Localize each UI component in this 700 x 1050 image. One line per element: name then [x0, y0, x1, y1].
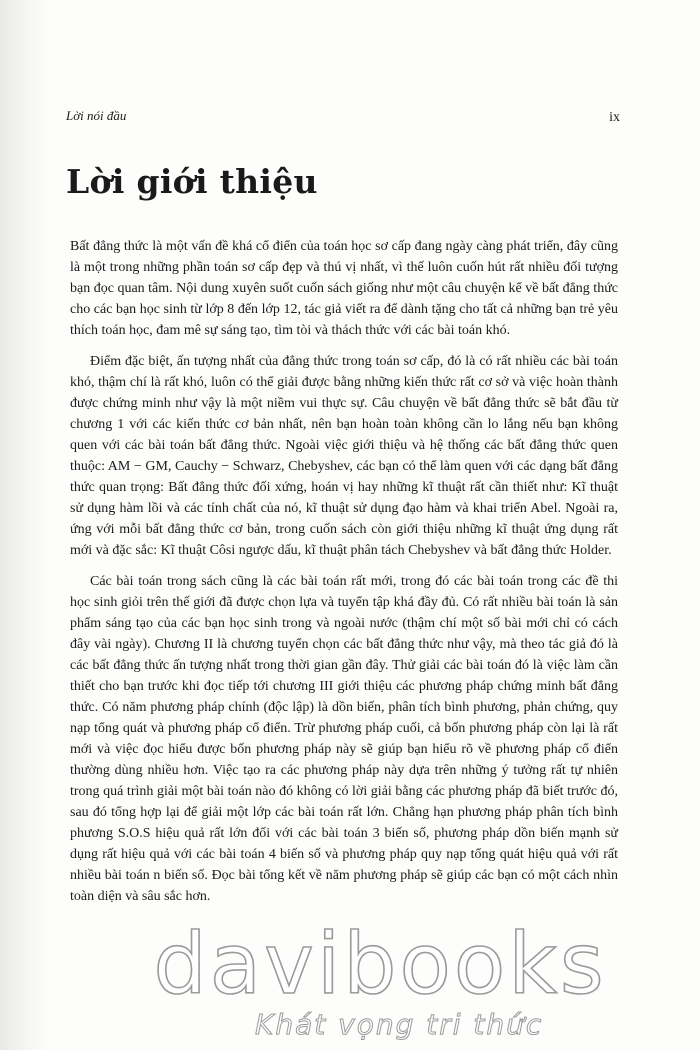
running-head: Lời nói đầu: [66, 108, 127, 123]
watermark-slogan: Khát vọng tri thức: [255, 1008, 544, 1041]
watermark-brand: davibooks: [153, 915, 607, 1013]
watermark: [0, 915, 700, 1041]
paragraph-3: Các bài toán trong sách cũng là các bài toán rất mới, trong đó các bài toán trong các đề thi học sinh giỏi trên thế giới đã được chọn lựa và tuyển tập khá đầy đủ. Có rất nhiều bài toán là sản phẩm sáng tạo của các bạn học sinh trong và ngoài nước (thậm chí một số bài mới chỉ có cách đây vài ngày). Chương II là chương tuyển chọn các bất đẳng thức như vậy, mà theo tác giả đó là các bất đẳng thức ấn tượng nhất trong thời gian gần đây. Thử giải các bài toán đó là việc làm cần thiết cho bạn trước khi đọc tiếp tới chương III giới thiệu các phương pháp chứng minh bất đẳng thức. Có năm phương pháp chính (độc lập) là dồn biến, phân tích bình phương, phản chứng, quy nạp tổng quát và phương pháp cổ điển. Trừ phương pháp cuối, cả bốn phương pháp còn lại là rất mới và việc đọc hiểu được bốn phương pháp này sẽ giúp bạn hiểu rõ về phương pháp cổ điển thường dùng nhiều hơn. Việc tạo ra các phương pháp này dựa trên những ý tưởng rất tự nhiên trong quá trình giải một bài toán nào đó không có lời giải bằng các phương pháp đã biết trước đó, sau đó tổng hợp lại để giải một lớp các bài toán rất lớn. Chẳng hạn phương pháp phân tích bình phương S.O.S hiệu quả rất lớn đối với các bài toán 3 biến số, phương pháp dồn biến mạnh sử dụng rất hiệu quả với các bài toán 4 biến số và phương pháp quy nạp tổng quát hiệu quả với rất nhiều bài toán n biến số. Đọc bài tổng kết về năm phương pháp sẽ giúp các bạn có một cách nhìn toàn diện và sâu sắc hơn.: [70, 574, 618, 904]
page-number: ix: [609, 110, 620, 125]
page-binding-shadow: [0, 0, 50, 1050]
paragraph-1: Bất đẳng thức là một vấn đề khá cổ điển của toán học sơ cấp đang ngày càng phát triển, đây cũng là một trong những phần toán sơ cấp đẹp và thú vị nhất, vì thế luôn cuốn hút rất nhiều đối tượng bạn đọc quan tâm. Nội dung xuyên suốt cuốn sách giống như một câu chuyện kể về bất đẳng thức cho các bạn học sinh từ lớp 8 đến lớp 12, tác giả viết ra để dành tặng cho tất cả những bạn trẻ yêu thích toán học, đam mê sự sáng tạo, tìm tòi và thách thức với các bài toán khó.: [70, 239, 618, 338]
body-text: [70, 236, 618, 917]
chapter-title: Lời giới thiệu: [66, 162, 318, 201]
paragraph-2: Điểm đặc biệt, ấn tượng nhất của đẳng thức trong toán sơ cấp, đó là có rất nhiều các bài toán khó, thậm chí là rất khó, luôn có thể giải được bằng những kiến thức rất cơ sở và việc hoàn thành được chứng minh như vậy là một niềm vui thực sự. Câu chuyện về bất đẳng thức sẽ bắt đầu từ chương 1 với các kiến thức cơ bản nhất, nên bạn hoàn toàn không cần lo lắng nếu bạn không quen với các bài toán bất đẳng thức. Ngoài việc giới thiệu và hệ thống các bất đẳng thức quen thuộc: AM − GM, Cauchy − Schwarz, Chebyshev, các bạn có thể làm quen với các dạng bất đẳng thức quan trọng: Bất đẳng thức đối xứng, hoán vị hay những kĩ thuật rất cần thiết như: Kĩ thuật sử dụng hàm lồi và các tính chất của nó, kĩ thuật sử dụng đạo hàm và khai triển Abel. Ngoài ra, ứng với mỗi bất đẳng thức cơ bản, trong cuốn sách còn giới thiệu những kĩ thuật ứng dụng rất mới và đặc sắc: Kĩ thuật Côsi ngược dấu, kĩ thuật phân tách Chebyshev và bất đẳng thức Holder.: [70, 354, 618, 558]
